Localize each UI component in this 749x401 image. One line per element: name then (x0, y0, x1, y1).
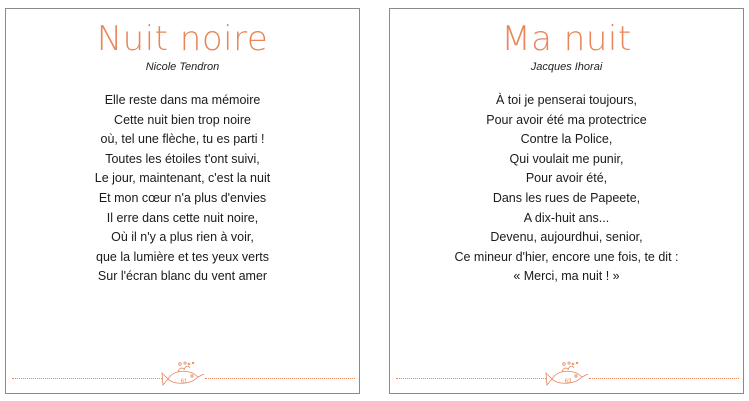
poem-line: Qui voulait me punir, (509, 151, 624, 166)
poem-author: Jacques Ihorai (530, 61, 603, 73)
poem-line: Sur l'écran blanc du vent amer (97, 269, 268, 284)
poem-body (6, 91, 359, 287)
poem-line: Le jour, maintenant, c'est la nuit (94, 171, 271, 186)
poem-line: Toutes les étoiles t'ont suivi, (105, 151, 260, 166)
poem-body (390, 91, 743, 287)
poem-line: Devenu, aujourdhui, senior, (490, 230, 643, 245)
footer-divider-right (205, 378, 355, 379)
poem-line: Pour avoir été, (525, 171, 608, 186)
poem-line: Ce mineur d'hier, encore une fois, te dit : (454, 249, 679, 264)
footer-divider-left (12, 378, 162, 379)
footer-divider-left (396, 378, 546, 379)
poem-line: Contre la Police, (520, 132, 613, 147)
poem-title: Nuit noire (96, 19, 269, 59)
footer-divider-right (589, 378, 739, 379)
poem-line: À toi je penserai toujours, (495, 93, 638, 107)
poem-line: A dix-huit ans... (523, 210, 610, 225)
poem-line: Il erre dans cette nuit noire, (106, 210, 259, 225)
poem-line: où, tel une flèche, tu es parti ! (100, 132, 265, 147)
poem-line: Elle reste dans ma mémoire (104, 93, 261, 107)
poem-line: Cette nuit bien trop noire (114, 112, 251, 127)
poem-page-right (389, 8, 744, 394)
poem-line: que la lumière et tes yeux verts (96, 249, 269, 264)
poem-author: Nicole Tendron (145, 61, 220, 73)
poem-page-left (5, 8, 360, 394)
page-number: 61 (180, 379, 188, 385)
poem-line: Dans les rues de Papeete, (492, 190, 641, 205)
poem-line: « Merci, ma nuit ! » (513, 269, 620, 284)
poem-line: Où il n'y a plus rien à voir, (111, 230, 254, 245)
poem-line: Et mon cœur n'a plus d'envies (98, 190, 267, 205)
poem-title: Ma nuit (501, 19, 632, 59)
poem-line: Pour avoir été ma protectrice (486, 112, 647, 127)
page-number: 63 (564, 379, 572, 385)
